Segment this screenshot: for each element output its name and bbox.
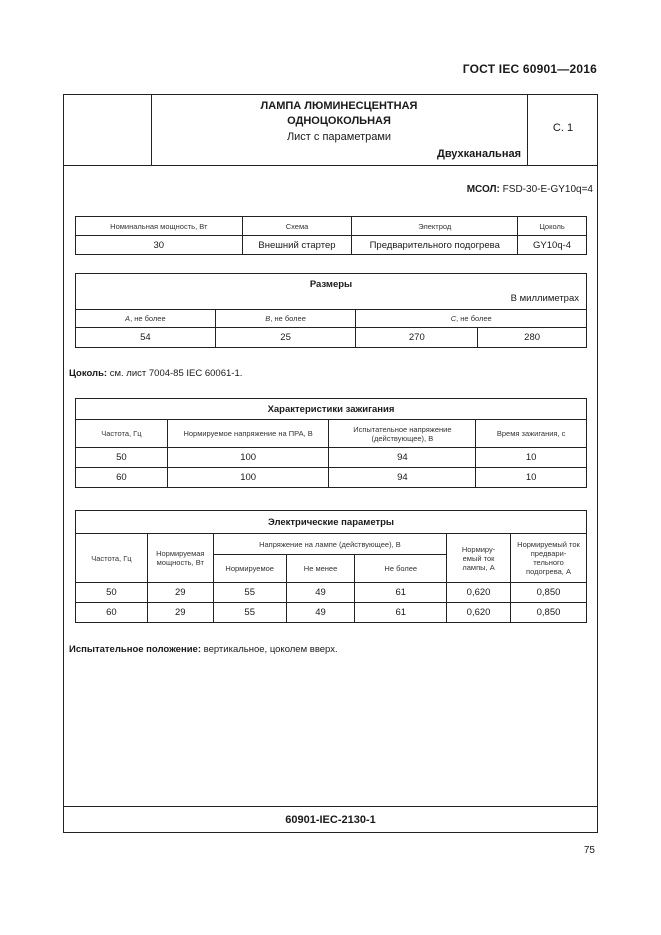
table-header-cell: Испытательное напряжение (действующее), В — [329, 420, 476, 448]
electrical-table — [75, 510, 587, 623]
table-cell: 94 — [329, 448, 476, 468]
table-cell: 50 — [76, 448, 168, 468]
ignition-table — [75, 398, 587, 488]
table-header-cell: Напряжение на лампе (действующее), В — [213, 534, 446, 555]
table-cell: 61 — [355, 603, 447, 623]
table-cell: 0,620 — [447, 583, 511, 603]
cap-note-label: Цоколь: — [69, 368, 108, 379]
dimensions-unit: В миллиметрах — [510, 293, 579, 304]
table-cell: 10 — [476, 468, 587, 488]
lamp-type: Двухканальная — [436, 148, 521, 160]
table-cell: Внешний стартер — [242, 236, 352, 255]
sheet-number: С. 1 — [552, 122, 574, 134]
table-header-cell: Нормируемая мощность, Вт — [147, 534, 213, 583]
sheet-subtitle: Лист с параметрами — [286, 131, 392, 143]
table-header-cell: Не более — [355, 555, 447, 583]
dimensions-header — [76, 274, 587, 310]
table-cell: 60 — [76, 603, 148, 623]
table-cell: 61 — [355, 583, 447, 603]
table-cell: 94 — [329, 468, 476, 488]
table-header-cell: Нормируемое напряжение на ПРА, В — [167, 420, 329, 448]
table-cell: 50 — [76, 583, 148, 603]
table-header-cell: Нормируемое — [213, 555, 286, 583]
cap-note-text: см. лист 7004-85 IEC 60061-1. — [107, 368, 243, 379]
table-cell: 29 — [147, 603, 213, 623]
table-cell: 54 — [76, 328, 216, 348]
table-cell: Предварительного подогрева — [352, 236, 518, 255]
main-params-table — [75, 216, 587, 255]
title-line-1: ЛАМПА ЛЮМИНЕСЦЕНТНАЯ — [260, 100, 418, 112]
test-position-note — [69, 644, 338, 655]
table-header-cell: Номинальная мощность, Вт — [76, 217, 243, 236]
ignition-title: Характеристики зажигания — [76, 399, 587, 420]
title-line-2: ОДНОЦОКОЛЬНАЯ — [287, 115, 391, 127]
table-cell: 25 — [215, 328, 356, 348]
table-cell: 0,850 — [511, 583, 587, 603]
table-header-cell: Частота, Гц — [76, 420, 168, 448]
page-number: 75 — [583, 845, 595, 856]
test-note-text: вертикальное, цоколем вверх. — [200, 644, 338, 655]
table-cell: 280 — [478, 328, 587, 348]
table-header-cell: B, не более — [215, 310, 356, 328]
table-header-cell: Электрод — [352, 217, 518, 236]
table-cell: 29 — [147, 583, 213, 603]
table-cell: 55 — [213, 603, 286, 623]
mcol-value: FSD-30-E-GY10q=4 — [502, 184, 593, 195]
table-header-cell: C, не более — [356, 310, 587, 328]
cap-note — [69, 368, 242, 379]
sheet-footer-code: 60901-IEC-2130-1 — [63, 806, 598, 833]
dimensions-title: Размеры — [309, 279, 353, 290]
table-cell: 0,850 — [511, 603, 587, 623]
table-header-cell: Не менее — [286, 555, 355, 583]
mcol-label: МСОЛ: — [466, 184, 500, 195]
table-cell: 49 — [286, 603, 355, 623]
table-header-cell: Время зажигания, с — [476, 420, 587, 448]
test-note-label: Испытательное положение: — [69, 644, 201, 655]
table-header-cell: Схема — [242, 217, 352, 236]
table-cell: 10 — [476, 448, 587, 468]
table-cell: 60 — [76, 468, 168, 488]
dimensions-table — [75, 273, 587, 348]
sheet-title — [153, 99, 525, 129]
table-cell: GY10q-4 — [518, 236, 587, 255]
table-header-cell: Частота, Гц — [76, 534, 148, 583]
table-header-cell: Нормиру-емый ток лампы, А — [447, 534, 511, 583]
table-header-cell: Цоколь — [518, 217, 587, 236]
table-cell: 30 — [76, 236, 243, 255]
table-cell: 100 — [167, 468, 329, 488]
standard-number: ГОСТ IEC 60901—2016 — [462, 62, 597, 76]
table-cell: 100 — [167, 448, 329, 468]
mcol-designation — [467, 184, 593, 195]
table-cell: 0,620 — [447, 603, 511, 623]
electrical-title: Электрические параметры — [76, 511, 587, 534]
table-cell: 49 — [286, 583, 355, 603]
header-left-cell — [63, 94, 152, 165]
table-header-cell: A, не более — [76, 310, 216, 328]
table-cell: 55 — [213, 583, 286, 603]
table-header-cell: Нормируемый ток предвари-тельного подогрева, А — [511, 534, 587, 583]
table-cell: 270 — [356, 328, 478, 348]
